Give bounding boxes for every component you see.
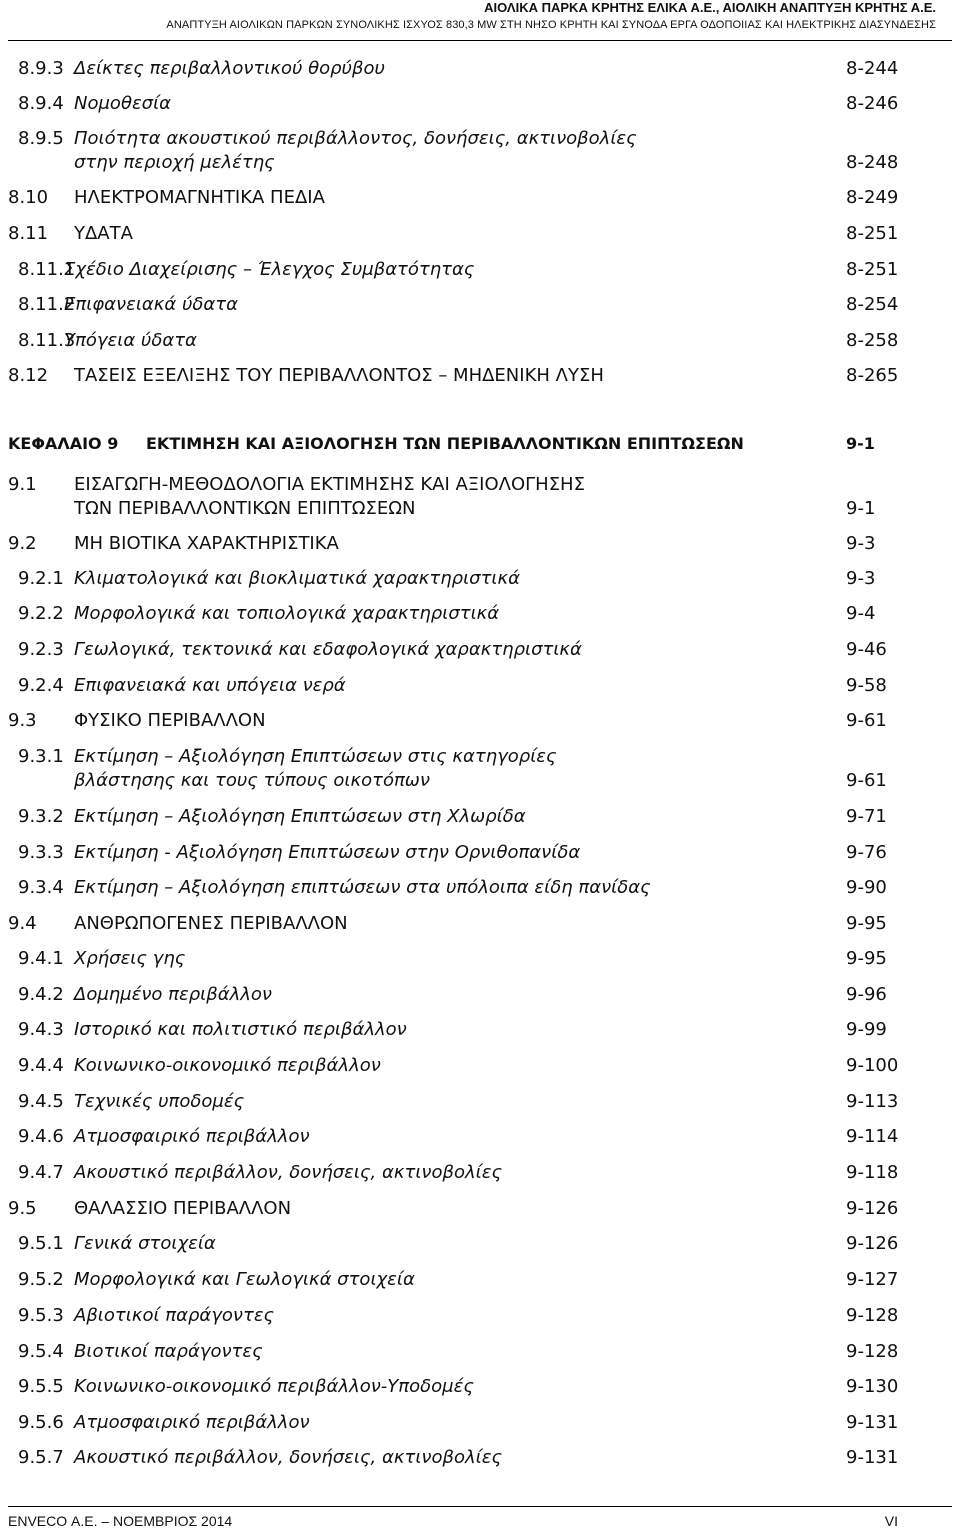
toc-entry-page: 8-254 [846, 294, 899, 315]
toc-entry-title: Κοινωνικο-οικονομικό περιβάλλον [74, 1055, 381, 1076]
toc-entry-title: Δομημένο περιβάλλον [74, 984, 272, 1005]
toc-entry-page: 9-71 [846, 806, 887, 827]
toc-entry-page: 9-76 [846, 842, 887, 863]
toc-entry-title: ΤΑΣΕΙΣ ΕΞΕΛΙΞΗΣ ΤΟΥ ΠΕΡΙΒΑΛΛΟΝΤΟΣ – ΜΗΔΕΝΙΚΗ ΛΥΣΗ [74, 365, 604, 386]
toc-entry-number: 9.3.1 [18, 746, 64, 767]
toc-entry-title: Ατμοσφαιρικό περιβάλλον [74, 1412, 310, 1433]
toc-entry-number: 9.5.7 [18, 1447, 64, 1468]
toc-entry-page: 9-131 [846, 1412, 899, 1433]
toc-entry-number: 8.11.1 [18, 259, 76, 280]
toc-entry-number: 9.3.3 [18, 842, 64, 863]
toc-entry-page: 9-128 [846, 1305, 899, 1326]
toc-entry-page: 9-3 [846, 568, 876, 589]
page-number: VI [884, 1513, 898, 1529]
toc-entry-number: 9.4.3 [18, 1019, 64, 1040]
toc-entry-number: 9.2 [8, 533, 37, 554]
toc-entry-number: 8.11 [8, 223, 49, 244]
toc-entry-number: 8.9.4 [18, 93, 64, 114]
toc-entry-number: 9.4.1 [18, 948, 64, 969]
footer-company-date: ENVECO Α.Ε. – ΝΟΕΜΒΡΙΟΣ 2014 [8, 1513, 233, 1529]
toc-entry-page: 9-113 [846, 1091, 899, 1112]
toc-entry-page: 9-1 [846, 498, 876, 519]
toc-entry-page: 9-61 [846, 710, 887, 731]
toc-entry-title: Χρήσεις γης [74, 948, 186, 969]
toc-entry-number: 9.5.2 [18, 1269, 64, 1290]
toc-entry-title: Μορφολογικά και Γεωλογικά στοιχεία [74, 1269, 415, 1290]
toc-entry-title: ΗΛΕΚΤΡΟΜΑΓΝΗΤΙΚΑ ΠΕΔΙΑ [74, 187, 325, 208]
toc-entry-title: Κοινωνικο-οικονομικό περιβάλλον-Υποδομές [74, 1376, 474, 1397]
toc-entry-page: 9-61 [846, 770, 887, 791]
toc-entry-page: 9-96 [846, 984, 887, 1005]
toc-entry-title: Δείκτες περιβαλλοντικού θορύβου [74, 58, 385, 79]
toc-entry-page: 9-114 [846, 1126, 899, 1147]
toc-entry-page: 9-4 [846, 603, 876, 624]
toc-entry-number: 9.5.6 [18, 1412, 64, 1433]
toc-entry-number: 8.11.3 [18, 330, 76, 351]
toc-entry[interactable] [0, 745, 960, 793]
toc-entry-page: 9-128 [846, 1341, 899, 1362]
toc-entry-title: Αβιοτικοί παράγοντες [74, 1305, 275, 1326]
toc-entry-page: 8-258 [846, 330, 899, 351]
toc-entry-number: 8.11.2 [18, 294, 76, 315]
toc-entry-number: 9.3 [8, 710, 37, 731]
toc-entry-title: Μορφολογικά και τοπιολογικά χαρακτηριστικά [74, 603, 500, 624]
toc-entry-title: Επιφανειακά και υπόγεια νερά [74, 675, 346, 696]
toc-entry-page: 9-118 [846, 1162, 899, 1183]
toc-entry-number: 9.4 [8, 913, 37, 934]
toc-entry-title: Εκτίμηση – Αξιολόγηση Επιπτώσεων στη Χλωρίδα [74, 806, 526, 827]
footer-divider [8, 1506, 952, 1507]
header-divider [8, 40, 952, 41]
toc-entry[interactable] [0, 127, 960, 175]
toc-entry-title: Εκτίμηση - Αξιολόγηση Επιπτώσεων στην Ορνιθοπανίδα [74, 842, 581, 863]
toc-entry-title: ΜΗ ΒΙΟΤΙΚΑ ΧΑΡΑΚΤΗΡΙΣΤΙΚΑ [74, 533, 339, 554]
toc-entry-page: 9-3 [846, 533, 876, 554]
toc-entry-page: 8-246 [846, 93, 899, 114]
toc-entry-page: 9-95 [846, 948, 887, 969]
toc-entry-page: 9-130 [846, 1376, 899, 1397]
toc-entry-page: 9-99 [846, 1019, 887, 1040]
toc-entry-page: 8-251 [846, 223, 899, 244]
toc-entry-page: 9-131 [846, 1447, 899, 1468]
toc-entry-title: ΦΥΣΙΚΟ ΠΕΡΙΒΑΛΛΟΝ [74, 710, 266, 731]
toc-entry-title: Ιστορικό και πολιτιστικό περιβάλλον [74, 1019, 407, 1040]
toc-entry-title: Νομοθεσία [74, 93, 172, 114]
toc-entry-title: Επιφανειακά ύδατα [64, 294, 238, 315]
toc-entry-page: 9-46 [846, 639, 887, 660]
toc-entry-title: ΘΑΛΑΣΣΙΟ ΠΕΡΙΒΑΛΛΟΝ [74, 1198, 292, 1219]
page-header [166, 0, 936, 35]
toc-entry-page: 9-1 [846, 434, 875, 453]
toc-entry-number: 9.2.3 [18, 639, 64, 660]
header-title: ΑΙΟΛΙΚΑ ΠΑΡΚΑ ΚΡΗΤΗΣ ΕΛΙΚΑ Α.Ε., ΑΙΟΛΙΚΗ ΑΝΑΠΤΥΞΗ ΚΡΗΤΗΣ Α.Ε. [484, 0, 936, 15]
toc-entry-title: Ατμοσφαιρικό περιβάλλον [74, 1126, 310, 1147]
toc-entry-page: 8-265 [846, 365, 899, 386]
toc-entry-title: Ποιότητα ακουστικού περιβάλλοντος, δονήσεις, ακτινοβολίες [74, 128, 637, 149]
toc-entry-page: 9-127 [846, 1269, 899, 1290]
toc-entry-page: 9-58 [846, 675, 887, 696]
toc-entry-page: 8-248 [846, 152, 899, 173]
toc-entry-title: Γεωλογικά, τεκτονικά και εδαφολογικά χαρακτηριστικά [74, 639, 582, 660]
toc-entry-number: 9.5.4 [18, 1341, 64, 1362]
toc-entry-number: 9.5.1 [18, 1233, 64, 1254]
toc-entry-page: 9-126 [846, 1198, 899, 1219]
toc-entry[interactable] [0, 473, 960, 521]
toc-entry-title: ΥΔΑΤΑ [74, 223, 133, 244]
toc-entry-title: Εκτίμηση – Αξιολόγηση Επιπτώσεων στις κατηγορίες [74, 746, 557, 767]
toc-entry-number: 8.12 [8, 365, 49, 386]
toc-entry-number: 9.2.4 [18, 675, 64, 696]
toc-entry-title: Ακουστικό περιβάλλον, δονήσεις, ακτινοβολίες [74, 1162, 503, 1183]
toc-entry-page: 9-126 [846, 1233, 899, 1254]
toc-entry-number: 9.4.5 [18, 1091, 64, 1112]
toc-entry-page: 9-100 [846, 1055, 899, 1076]
toc-entry-page: 8-244 [846, 58, 899, 79]
header-subtitle: ΑΝΑΠΤΥΞΗ ΑΙΟΛΙΚΩΝ ΠΑΡΚΩΝ ΣΥΝΟΛΙΚΗΣ ΙΣΧΥΟΣ 830,3 MW ΣΤΗ ΝΗΣΟ ΚΡΗΤΗ ΚΑΙ ΣΥΝΟΔΑ ΕΡΓΑ ΟΔΟΠΟΙΙΑΣ ΚΑΙ ΗΛΕΚΤΡΙΚΗΣ ΔΙΑΣΥΝΔΕΣΗΣ [166, 19, 936, 31]
toc-entry-number: 9.4.7 [18, 1162, 64, 1183]
toc-entry-number: 9.5.5 [18, 1376, 64, 1397]
toc-entry-page: 9-95 [846, 913, 887, 934]
toc-entry-number: 9.3.2 [18, 806, 64, 827]
toc-entry-title: ΕΙΣΑΓΩΓΗ-ΜΕΘΟΔΟΛΟΓΙΑ ΕΚΤΙΜΗΣΗΣ ΚΑΙ ΑΞΙΟΛΟΓΗΣΗΣ [74, 474, 585, 495]
toc-entry-title: ΑΝΘΡΩΠΟΓΕΝΕΣ ΠΕΡΙΒΑΛΛΟΝ [74, 913, 348, 934]
toc-entry-title-continued: βλάστησης και τους τύπους οικοτόπων [74, 770, 430, 791]
toc-entry-number: 9.1 [8, 474, 37, 495]
toc-entry-title-continued: στην περιοχή μελέτης [74, 152, 275, 173]
toc-entry-title: Υπόγεια ύδατα [64, 330, 197, 351]
toc-entry-number: 8.10 [8, 187, 49, 208]
toc-entry-page: 8-249 [846, 187, 899, 208]
toc-entry-page: 8-251 [846, 259, 899, 280]
toc-entry-title: Ακουστικό περιβάλλον, δονήσεις, ακτινοβολίες [74, 1447, 503, 1468]
toc-entry-title: Κλιματολογικά και βιοκλιματικά χαρακτηριστικά [74, 568, 520, 589]
toc-entry-number: 9.3.4 [18, 877, 64, 898]
toc-entry-title: ΕΚΤΙΜΗΣΗ ΚΑΙ ΑΞΙΟΛΟΓΗΣΗ ΤΩΝ ΠΕΡΙΒΑΛΛΟΝΤΙΚΩΝ ΕΠΙΠΤΩΣΕΩΝ [146, 434, 744, 453]
toc-entry-title: Βιοτικοί παράγοντες [74, 1341, 263, 1362]
toc-entry-number: ΚΕΦΑΛΑΙΟ 9 [8, 434, 119, 453]
toc-entry-number: 9.2.2 [18, 603, 64, 624]
toc-entry-number: 8.9.3 [18, 58, 64, 79]
toc-entry-title: Γενικά στοιχεία [74, 1233, 216, 1254]
toc-entry-title: Εκτίμηση – Αξιολόγηση επιπτώσεων στα υπόλοιπα είδη πανίδας [74, 877, 651, 898]
toc-entry-number: 9.2.1 [18, 568, 64, 589]
toc-entry-number: 9.5 [8, 1198, 37, 1219]
toc-entry-number: 8.9.5 [18, 128, 64, 149]
toc-entry-title-continued: ΤΩΝ ΠΕΡΙΒΑΛΛΟΝΤΙΚΩΝ ΕΠΙΠΤΩΣΕΩΝ [74, 498, 416, 519]
toc-entry-number: 9.4.2 [18, 984, 64, 1005]
toc-entry-page: 9-90 [846, 877, 887, 898]
toc-entry-title: Σχέδιο Διαχείρισης – Έλεγχος Συμβατότητας [64, 259, 475, 280]
toc-entry-number: 9.5.3 [18, 1305, 64, 1326]
toc-entry-title: Τεχνικές υποδομές [74, 1091, 245, 1112]
toc-entry-number: 9.4.6 [18, 1126, 64, 1147]
toc-entry-number: 9.4.4 [18, 1055, 64, 1076]
